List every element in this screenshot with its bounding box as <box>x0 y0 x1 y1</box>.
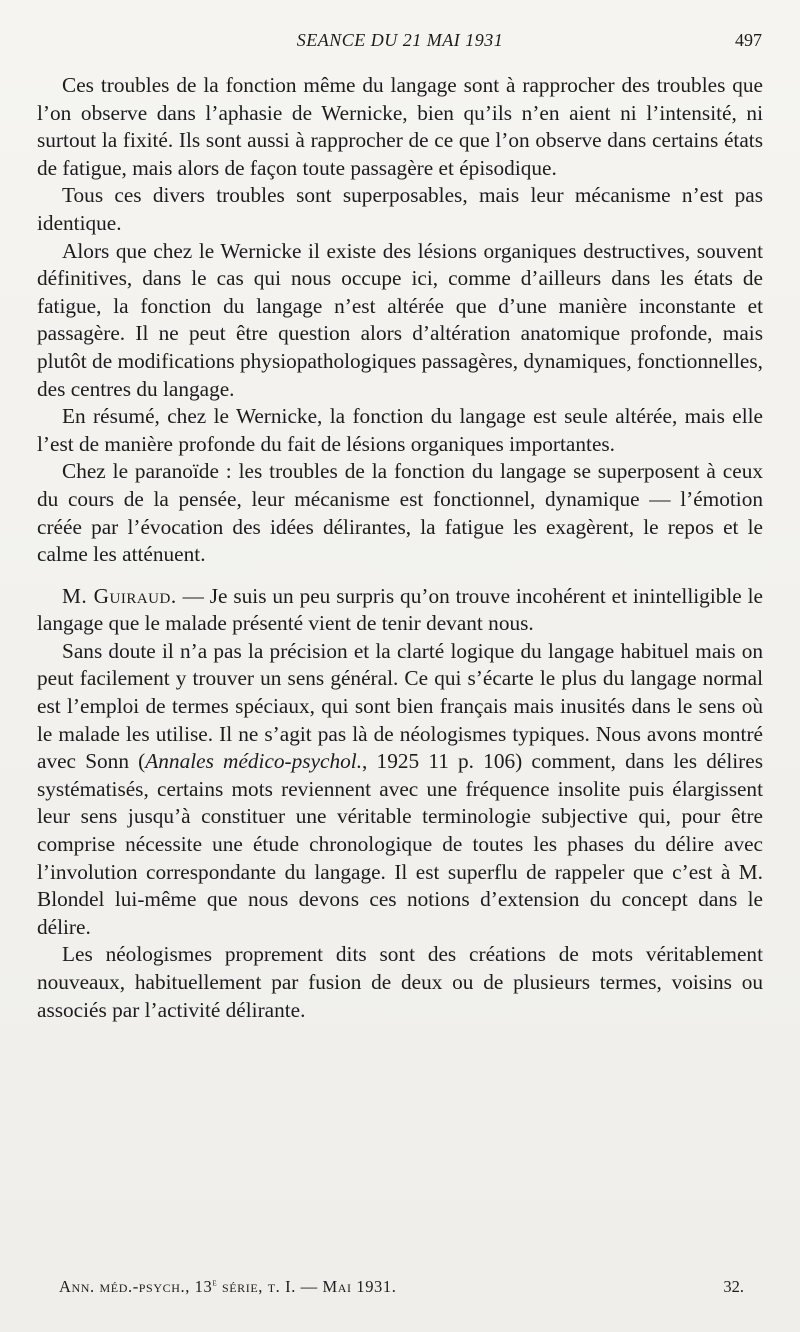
page-number: 497 <box>735 30 762 50</box>
running-head <box>38 28 762 54</box>
paragraph-4: En résumé, chez le Wernicke, la fonction du langage est seule altérée, mais elle l’est de manière profonde du fait de lésions organiques importantes. <box>37 404 763 456</box>
journal-name: Ann. méd.-psych., 13 <box>59 1277 213 1296</box>
paragraph-7-part-a: Sans doute il n’a pas la précision et la clarté logique du langage habituel mais on peut facilement y trouver un sens général. Ce qui s’écarte le plus du langage normal est l’emploi de termes spéciaux, qui sont bien français mais inusités dans le sens où le malade les utilise. Il ne s’agit pas là de néologismes typiques. Nous avons montré avec Sonn ( <box>37 638 763 774</box>
paragraph-7 <box>37 638 763 942</box>
running-title: SEANCE DU 21 MAI 1931 <box>296 30 504 50</box>
paragraph-8: Les néologismes proprement dits sont des créations de mots véritablement nouveaux, habituellement par fusion de deux ou de plusieurs termes, voisins ou associés par l’activité délirante. <box>37 942 763 1022</box>
series-superscript: e <box>212 1277 218 1289</box>
body-text <box>37 72 763 1024</box>
journal-reference <box>59 1277 396 1297</box>
page-footer <box>59 1277 744 1305</box>
citation-title: Annales médico-psychol. <box>145 749 363 774</box>
series-info: série, t. I. — Mai 1931. <box>217 1277 397 1296</box>
paragraph-6-text: — Je suis un peu surpris qu’on trouve incohérent et inintelligible le langage que le malade présenté vient de tenir devant nous. <box>37 583 763 636</box>
paragraph-2: Tous ces divers troubles sont superposables, mais leur mécanisme n’est pas identique. <box>37 183 763 235</box>
paragraph-6 <box>37 583 763 638</box>
speaker-name: M. Guiraud. <box>62 583 177 608</box>
paragraph-5: Chez le paranoïde : les troubles de la fonction du langage se superposent à ceux du cours de la pensée, leur mécanisme est fonctionnel, dynamique — l’émotion créée par l’évocation des idées délirantes, la fatigue les exagèrent, le repos et le calme les atténuent. <box>37 459 763 567</box>
paragraph-3: Alors que chez le Wernicke il existe des lésions organiques destructives, souvent définitives, dans le cas qui nous occupe ici, comme d’ailleurs dans les états de fatigue, la fonction du langage n’est altérée que d’une manière inconstante et passagère. Il ne peut être question alors d’altération anatomique profonde, mais plutôt de modifications physiopathologiques passagères, dynamiques, fonctionnelles, des centres du langage. <box>37 238 763 401</box>
signature-mark: 32. <box>723 1277 744 1296</box>
paragraph-7-part-b: , 1925 11 p. 106) comment, dans les délires systématisés, certains mots reviennent avec une fréquence insolite puis élargissent leur sens jusqu’à constituer une véritable terminologie subjective qui, pour être comprise nécessite une étude chronologique de toutes les phases du délire avec l’involution correspondante du langage. Il est superflu de rappeler que c’est à M. Blondel lui-même que nous devons ces notions d’extension du concept dans le délire. <box>37 749 763 939</box>
paragraph-1: Ces troubles de la fonction même du langage sont à rapprocher des troubles que l’on observe dans l’aphasie de Wernicke, bien qu’ils n’en aient ni l’intensité, ni surtout la fixité. Ils sont aussi à rapprocher de ce que l’on observe dans certains états de fatigue, mais alors de façon toute passagère et épisodique. <box>37 73 763 180</box>
